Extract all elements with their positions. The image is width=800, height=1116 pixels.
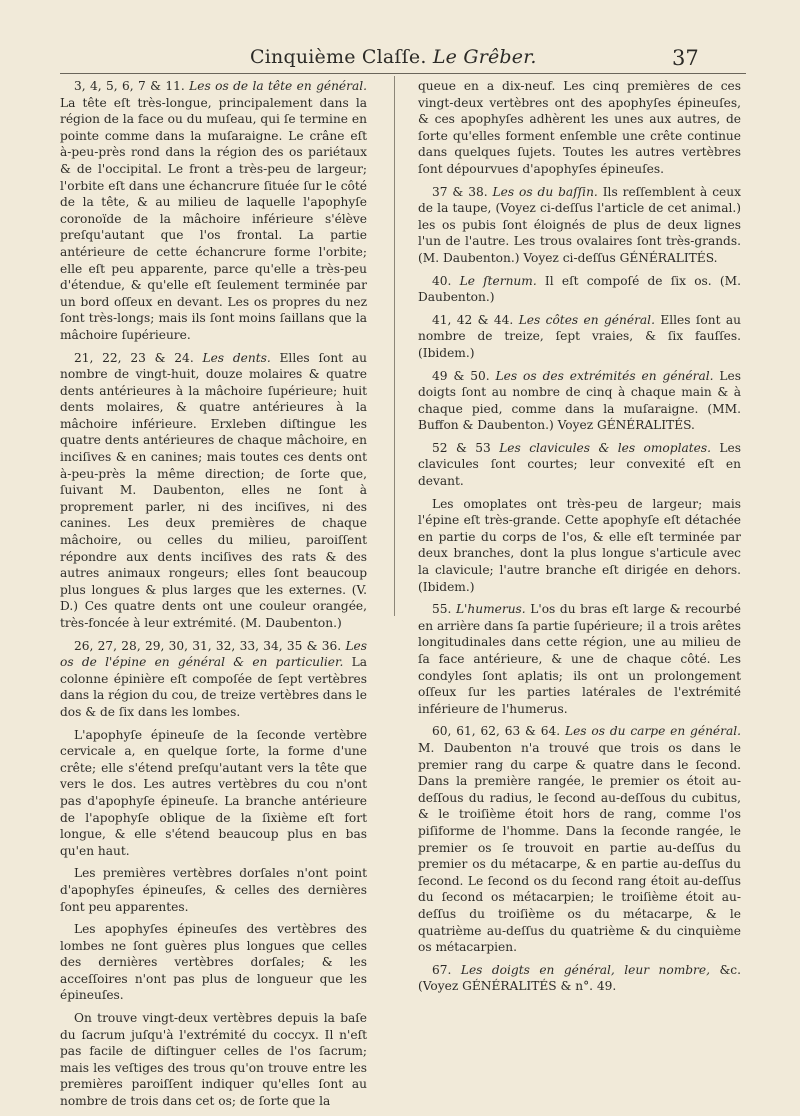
paragraph-number: 55.	[432, 602, 456, 617]
title-animal: Le Grêber.	[432, 46, 537, 68]
paragraph-text: Les doigts ſont au nombre de cinq à chaque main & à chaque pied, comme dans la muſaraigne. (MM. Buffon & Daubenton.) Voyez GÉNÉRALITÉS.	[418, 368, 741, 433]
paragraph-number: 37 & 38.	[432, 184, 493, 199]
paragraph	[418, 440, 741, 490]
paragraph-text: Il eſt compoſé de ſix os. (M. Daubenton.)	[418, 273, 742, 305]
paragraph-text: Les apophyſes épineuſes des vertèbres des lombes ne ſont guères plus longues que celles des dernières vertèbres dorſales; & les acceſſoires n'ont pas plus de longueur que les épineuſes.	[60, 922, 367, 1003]
page-number: 37	[672, 46, 699, 70]
paragraph-number: 49 & 50.	[432, 368, 496, 383]
paragraph	[418, 78, 741, 178]
paragraph-heading: Le ſternum.	[459, 273, 537, 288]
paragraph-text: queue en a dix-neuf. Les cinq premières de ces vingt-deux vertèbres ont des apophyſes épineuſes, & ces apophyſes adhèrent les unes aux autres, de ſorte qu'elles forment enſemble une crête continue dans quelques ſujets. Toutes les autres vertèbres ſont dépourvues d'apophyſes épineuſes.	[418, 79, 741, 176]
paragraph-text: Elles ſont au nombre de treize, ſept vraies, & ſix fauſſes. (Ibidem.)	[418, 312, 741, 360]
paragraph-text: Elles ſont au nombre de vingt-huit, douze molaires & quatre dents antérieures à la mâchoire ſupérieure; huit dents molaires, & quatre antérieures à la mâchoire inférieure. Erxleben diſtingue les quatre dents antérieures de chaque mâchoire, en inciſives & en canines; mais toutes ces dents ont à-peu-près la même direction; de ſorte que, ſuivant M. Daubenton, elles ne ſont à proprement parler, ni des inciſives, ni des canines. Les deux premières de chaque mâchoire, ou celles du milieu, paroiſſent répondre aux dents inciſives des rats & des autres animaux rongeurs; elles ſont beaucoup plus longues & plus larges que les externes. (V. D.) Ces quatre dents ont une couleur orangée, très-foncée à leur extrémité. (M. Daubenton.)	[60, 350, 367, 630]
paragraph	[418, 601, 741, 717]
paragraph-number: 67.	[432, 962, 461, 977]
paragraph-heading: Les clavicules & les omoplates.	[499, 440, 711, 455]
paragraph	[418, 273, 741, 306]
paragraph-number: 60, 61, 62, 63 & 64.	[432, 724, 565, 739]
paragraph	[60, 638, 367, 721]
paragraph-heading: Les os du carpe en général.	[565, 724, 741, 739]
paragraph-text: Les premières vertèbres dorſales n'ont point d'apophyſes épineuſes, & celles des dernières ſont peu apparentes.	[60, 866, 367, 914]
paragraph-text: Ils reſſemblent à ceux de la taupe, (Voyez ci-deſſus l'article de cet animal.) les os pubis ſont éloignés de plus de deux lignes l'un de l'autre. Les trous ovalaires ſont très-grands. (M. Daubenton.) Voyez ci-deſſus GÉNÉRALITÉS.	[418, 184, 741, 265]
paragraph	[60, 78, 367, 344]
paragraph-text: M. Daubenton n'a trouvé que trois os dans le premier rang du carpe & quatre dans le ſecond. Dans la première rangée, le premier os étoit au-deſſous du radius, le ſecond au-deſſous du cubitus, & le troiſième étoit hors de rang, comme l'os piſiforme de l'homme. Dans la ſeconde rangée, le premier os ſe trouvoit en partie au-deſſus du premier os du métacarpe, & en partie au-deſſus du ſecond. Le ſecond os du ſecond rang étoit au-deſſus du ſecond os métacarpien; le troiſième étoit au-deſſus du troiſième os du métacarpe, & le quatrième au-deſſus du quatrième & du cinquième os métacarpien.	[418, 740, 741, 955]
paragraph	[418, 962, 741, 995]
paragraph	[418, 723, 741, 955]
paragraph-number: 3, 4, 5, 6, 7 & 11.	[74, 79, 190, 93]
paragraph-heading: Les dents.	[202, 350, 271, 365]
paragraph-heading: Les os de la tête en général.	[189, 79, 368, 93]
paragraph	[418, 312, 741, 362]
paragraph-text: Les clavicules ſont courtes; leur convexité eſt en devant.	[418, 440, 741, 489]
paragraph	[418, 496, 741, 596]
paragraph	[60, 727, 367, 860]
running-header	[0, 40, 800, 76]
title-class: Cinquième Claſſe.	[250, 46, 433, 68]
page-title	[250, 46, 537, 68]
paragraph-heading: L'humerus.	[455, 602, 526, 617]
paragraph-heading: Les os de l'épine en général & en particulier.	[60, 638, 367, 670]
paragraph-number: 40.	[432, 273, 460, 288]
paragraph	[60, 921, 367, 1004]
left-column	[60, 78, 367, 1116]
paragraph-text: Les omoplates ont très-peu de largeur; mais l'épine eſt très-grande. Cette apophyſe eſt détachée en partie du corps de l'os, & elle eſt terminée par deux branches, dont la plus longue s'articule avec la clavicule; l'autre branche eſt dirigée en dehors. (Ibidem.)	[418, 496, 741, 594]
paragraph-heading: Les côtes en général.	[518, 312, 655, 327]
paragraph-number: 21, 22, 23 & 24.	[74, 350, 203, 365]
paragraph-heading: Les os du baſſin.	[492, 184, 598, 199]
paragraph-text: L'os du bras eſt large & recourbé en arrière dans ſa partie ſupérieure; il a trois arêtes longitudinales dans cette région, une au milieu de ſa face antérieure, & une de chaque côté. Les condyles ſont aplatis; ils ont un prolongement oſſeux ſur les parties latérales de l'extrémité inférieure de l'humerus.	[418, 602, 741, 716]
paragraph-text: &c. (Voyez GÉNÉRALITÉS & n°. 49.	[418, 962, 741, 994]
paragraph	[60, 350, 367, 632]
paragraph-heading: Les doigts en général, leur nombre,	[460, 962, 710, 977]
paragraph	[418, 368, 741, 434]
paragraph-number: 41, 42 & 44.	[432, 312, 519, 327]
right-column	[418, 78, 741, 1001]
paragraph-number: 52 & 53	[432, 440, 500, 455]
paragraph-number: 26, 27, 28, 29, 30, 31, 32, 33, 34, 35 & 36.	[74, 638, 346, 653]
column-divider	[394, 76, 395, 616]
header-rule	[60, 73, 746, 74]
paragraph-heading: Les os des extrémités en général.	[495, 368, 714, 383]
paragraph	[60, 865, 367, 915]
paragraph-text: On trouve vingt-deux vertèbres depuis la baſe du ſacrum juſqu'à l'extrémité du coccyx. Il n'eſt pas facile de diſtinguer celles de l'os ſacrum; mais les veſtiges des trous qu'on trouve entre les premières paroiſſent indiquer qu'elles ſont au nombre de trois dans cet os; de ſorte que la	[60, 1011, 367, 1109]
paragraph	[418, 184, 741, 267]
paragraph-text: La tête eſt très-longue, principalement dans la région de la face ou du muſeau, qui ſe termine en pointe comme dans la muſaraigne. Le crâne eſt à-peu-près rond dans la région des os pariétaux & de l'occipital. Le front a très-peu de largeur; l'orbite eſt dans une échancrure ſituée ſur le côté de la tête, & au milieu de laquelle l'apophyſe coronoïde de la mâchoire inférieure s'élève preſqu'autant que l'os frontal. La partie antérieure de cette échancrure forme l'orbite; elle eſt peu apparente, parce qu'elle a très-peu d'étendue, & qu'elle eſt ſeulement terminée par un bord oſſeux en devant. Les os propres du nez ſont très-longs; mais ils ſont moins ſaillans que la mâchoire ſupérieure.	[60, 95, 367, 342]
paragraph-text: L'apophyſe épineuſe de la ſeconde vertèbre cervicale a, en quelque ſorte, la forme d'une crête; elle s'étend preſqu'autant vers la tête que vers le dos. Les autres vertèbres du cou n'ont pas d'apophyſe épineuſe. La branche antérieure de l'apophyſe oblique de la ſixième eſt fort longue, & elle s'étend beaucoup plus en bas qu'en haut.	[60, 727, 367, 858]
paragraph	[60, 1010, 367, 1110]
paragraph-text: La colonne épinière eſt compoſée de ſept vertèbres dans la région du cou, de treize vertèbres dans le dos & de ſix dans les lombes.	[60, 655, 368, 719]
